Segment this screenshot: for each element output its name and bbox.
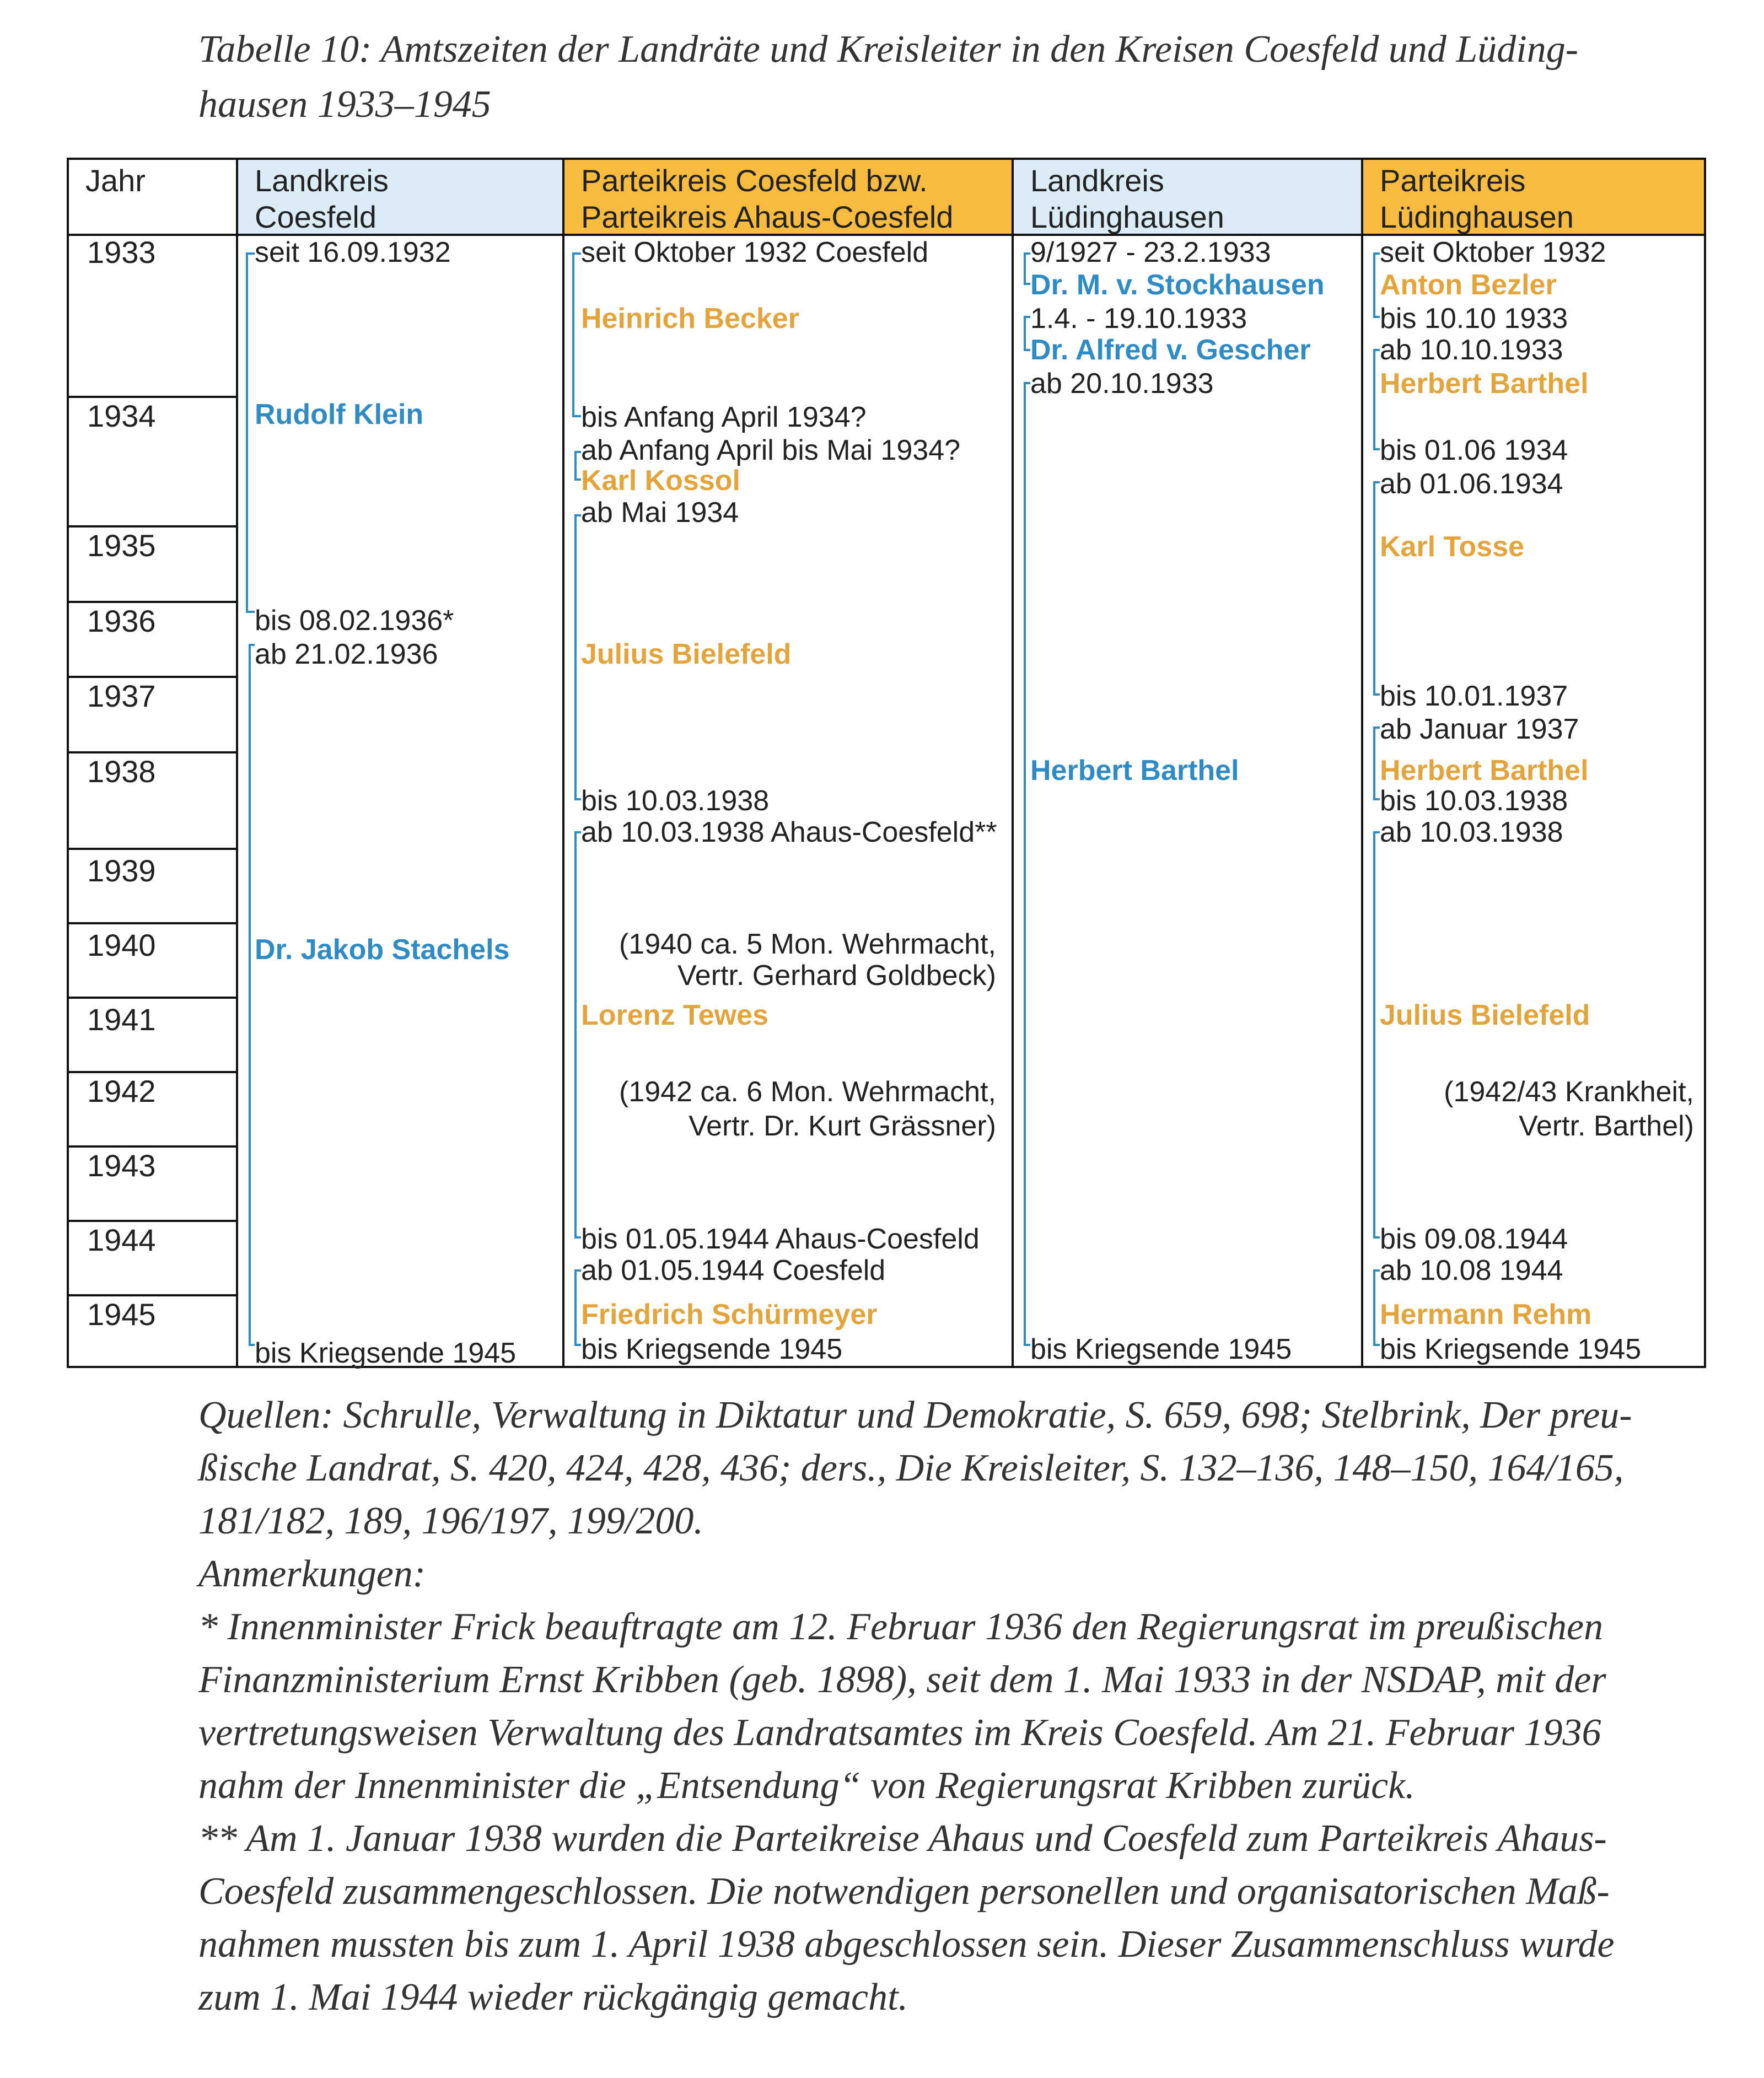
note-line: nahmen mussten bis zum 1. April 1938 abgeschlossen sein. Dieser Zusammenschluss wurde xyxy=(198,1923,1615,1966)
header-line: Parteikreis Coesfeld bzw. xyxy=(581,163,928,198)
deputy-note: Vertr. Dr. Kurt Grässner) xyxy=(689,1110,996,1142)
term-bracket xyxy=(1374,1271,1380,1345)
term-date: bis Kriegsende 1945 xyxy=(581,1333,843,1365)
year-label: 1933 xyxy=(87,235,156,270)
note-line: zum 1. Mai 1944 wieder rückgängig gemacht. xyxy=(198,1976,908,2018)
term-bracket xyxy=(1374,254,1380,317)
header-parteikreis-luedinghausen xyxy=(1380,163,1574,235)
landrat-name: Herbert Barthel xyxy=(1030,755,1239,787)
deputy-note: (1942/43 Krankheit, xyxy=(1444,1076,1694,1108)
term-bracket xyxy=(247,254,255,612)
term-date: ab 10.03.1938 Ahaus-Coesfeld** xyxy=(581,816,997,848)
term-date: ab 21.02.1936 xyxy=(255,638,438,670)
note-line: ßische Landrat, S. 420, 424, 428, 436; ders., Die Kreisleiter, S. 132–136, 148–150, 164/165, xyxy=(198,1447,1624,1489)
term-date: bis 01.06 1934 xyxy=(1380,434,1568,466)
header-line: Landkreis xyxy=(1030,163,1164,198)
term-bracket xyxy=(576,1271,581,1345)
kreisleiter-name: Lorenz Tewes xyxy=(581,999,769,1031)
note-line: Finanzministerium Ernst Kribben (geb. 1898), seit dem 1. Mai 1933 in der NSDAP, mit der xyxy=(198,1659,1606,1701)
note-line: * Innenminister Frick beauftragte am 12. Februar 1936 den Regierungsrat im preußischen xyxy=(198,1606,1604,1648)
kreisleiter-name: Karl Tosse xyxy=(1380,531,1525,563)
year-label: 1943 xyxy=(87,1148,156,1183)
landrat-name: Dr. Jakob Stachels xyxy=(255,934,510,966)
kreisleiter-name: Heinrich Becker xyxy=(581,303,799,335)
term-date: bis 10.01.1937 xyxy=(1380,680,1568,712)
term-date: seit Oktober 1932 xyxy=(1380,236,1606,268)
header-parteikreis-coesfeld xyxy=(581,163,953,235)
year-label: 1944 xyxy=(87,1223,156,1257)
header-line: Parteikreis xyxy=(1380,163,1526,198)
term-date: bis 10.03.1938 xyxy=(581,785,770,817)
year-label: 1935 xyxy=(87,528,156,563)
caption-line: Tabelle 10: Amtszeiten der Landräte und Kreisleiter in den Kreisen Coesfeld und Lüding- xyxy=(198,28,1579,71)
deputy-note: (1942 ca. 6 Mon. Wehrmacht, xyxy=(619,1076,996,1108)
term-date: bis Kriegsende 1945 xyxy=(1380,1333,1642,1365)
note-line: ** Am 1. Januar 1938 wurden die Parteikreise Ahaus und Coesfeld zum Parteikreis Ahaus- xyxy=(198,1817,1607,1860)
kreisleiter-name: Julius Bielefeld xyxy=(1380,999,1590,1031)
term-date: ab 01.06.1934 xyxy=(1380,468,1563,500)
deputy-note: Vertr. Barthel) xyxy=(1519,1110,1694,1142)
term-bracket xyxy=(1374,832,1380,1237)
term-date: ab 10.08 1944 xyxy=(1380,1255,1563,1286)
term-date: bis Anfang April 1934? xyxy=(581,401,867,433)
landrat-name: Dr. M. v. Stockhausen xyxy=(1030,269,1325,301)
note-line: vertretungsweisen Verwaltung des Landratsamtes im Kreis Coesfeld. Am 21. Februar 1936 xyxy=(198,1711,1601,1754)
kreisleiter-name: Karl Kossol xyxy=(581,465,740,497)
note-line: Coesfeld zusammengeschlossen. Die notwendigen personellen und organisatorischen Maß- xyxy=(198,1870,1610,1913)
term-bracket xyxy=(576,515,581,799)
deputy-note: (1940 ca. 5 Mon. Wehrmacht, xyxy=(619,928,996,960)
note-line: Quellen: Schrulle, Verwaltung in Diktatur und Demokratie, S. 659, 698; Stelbrink, Der preu- xyxy=(198,1394,1632,1436)
year-label: 1936 xyxy=(87,604,156,638)
kreisleiter-name: Anton Bezler xyxy=(1380,269,1557,301)
landrat-name: Dr. Alfred v. Gescher xyxy=(1030,334,1311,366)
year-label: 1942 xyxy=(87,1074,156,1108)
term-date: bis 10.03.1938 xyxy=(1380,785,1568,817)
term-date: bis 10.10 1933 xyxy=(1380,303,1568,335)
kreisleiter-name: Herbert Barthel xyxy=(1380,368,1589,400)
kreisleiter-name: Herbert Barthel xyxy=(1380,755,1589,787)
deputy-note: Vertr. Gerhard Goldbeck) xyxy=(677,960,996,992)
kreisleiter-name: Julius Bielefeld xyxy=(581,638,792,670)
header-line: Parteikreis Ahaus-Coesfeld xyxy=(581,200,954,234)
table-notes xyxy=(198,1389,1632,2024)
term-date: ab 20.10.1933 xyxy=(1030,368,1214,400)
year-label: 1945 xyxy=(87,1297,156,1332)
header-jahr xyxy=(85,163,146,199)
term-date: ab 10.03.1938 xyxy=(1380,816,1563,848)
kreisleiter-name: Friedrich Schürmeyer xyxy=(581,1299,878,1331)
term-date: ab Mai 1934 xyxy=(581,497,739,529)
term-date: seit 16.09.1932 xyxy=(255,236,451,268)
term-bracket xyxy=(1374,482,1380,695)
year-label: 1939 xyxy=(87,853,156,888)
term-date: bis Kriegsende 1945 xyxy=(1030,1333,1292,1365)
term-date: bis 08.02.1936* xyxy=(255,605,454,637)
header-line: Coesfeld xyxy=(255,200,377,234)
header-line: Jahr xyxy=(85,163,146,198)
term-date: 9/1927 - 23.2.1933 xyxy=(1030,236,1271,268)
header-landkreis-luedinghausen xyxy=(1030,163,1224,235)
term-bracket xyxy=(1374,728,1380,799)
term-bracket xyxy=(576,832,581,1237)
term-date: seit Oktober 1932 Coesfeld xyxy=(581,236,929,268)
term-bracket xyxy=(1025,317,1030,350)
term-date: ab Januar 1937 xyxy=(1380,713,1579,745)
term-date: ab 01.05.1944 Coesfeld xyxy=(581,1255,886,1286)
term-bracket xyxy=(1025,383,1030,1345)
landrat-name: Rudolf Klein xyxy=(255,399,424,430)
term-bracket xyxy=(1374,350,1380,449)
note-line: Anmerkungen: xyxy=(198,1553,426,1595)
term-bracket xyxy=(576,452,581,480)
term-date: ab 10.10.1933 xyxy=(1380,334,1563,366)
term-bracket xyxy=(573,254,581,416)
note-line: nahm der Innenminister die „Entsendung“ von Regierungsrat Kribben zurück. xyxy=(198,1764,1415,1807)
term-bracket xyxy=(250,645,255,1345)
year-label: 1938 xyxy=(87,754,156,789)
term-date: bis 01.05.1944 Ahaus-Coesfeld xyxy=(581,1223,980,1255)
term-date: bis Kriegsende 1945 xyxy=(255,1337,517,1369)
kreisleiter-name: Hermann Rehm xyxy=(1380,1299,1592,1331)
year-label: 1940 xyxy=(87,928,156,962)
term-date: 1.4. - 19.10.1933 xyxy=(1030,303,1247,335)
header-landkreis-coesfeld xyxy=(255,163,389,235)
caption-line: hausen 1933–1945 xyxy=(198,83,491,126)
note-line: 181/182, 189, 196/197, 199/200. xyxy=(198,1500,703,1542)
year-label: 1941 xyxy=(87,1002,156,1037)
term-date: bis 09.08.1944 xyxy=(1380,1223,1568,1255)
term-bracket xyxy=(1025,254,1030,284)
term-date: ab Anfang April bis Mai 1934? xyxy=(581,434,961,466)
header-line: Landkreis xyxy=(255,163,389,198)
header-line: Lüdinghausen xyxy=(1380,200,1574,234)
year-label: 1937 xyxy=(87,679,156,713)
year-label: 1934 xyxy=(87,399,156,433)
header-line: Lüdinghausen xyxy=(1030,200,1224,234)
